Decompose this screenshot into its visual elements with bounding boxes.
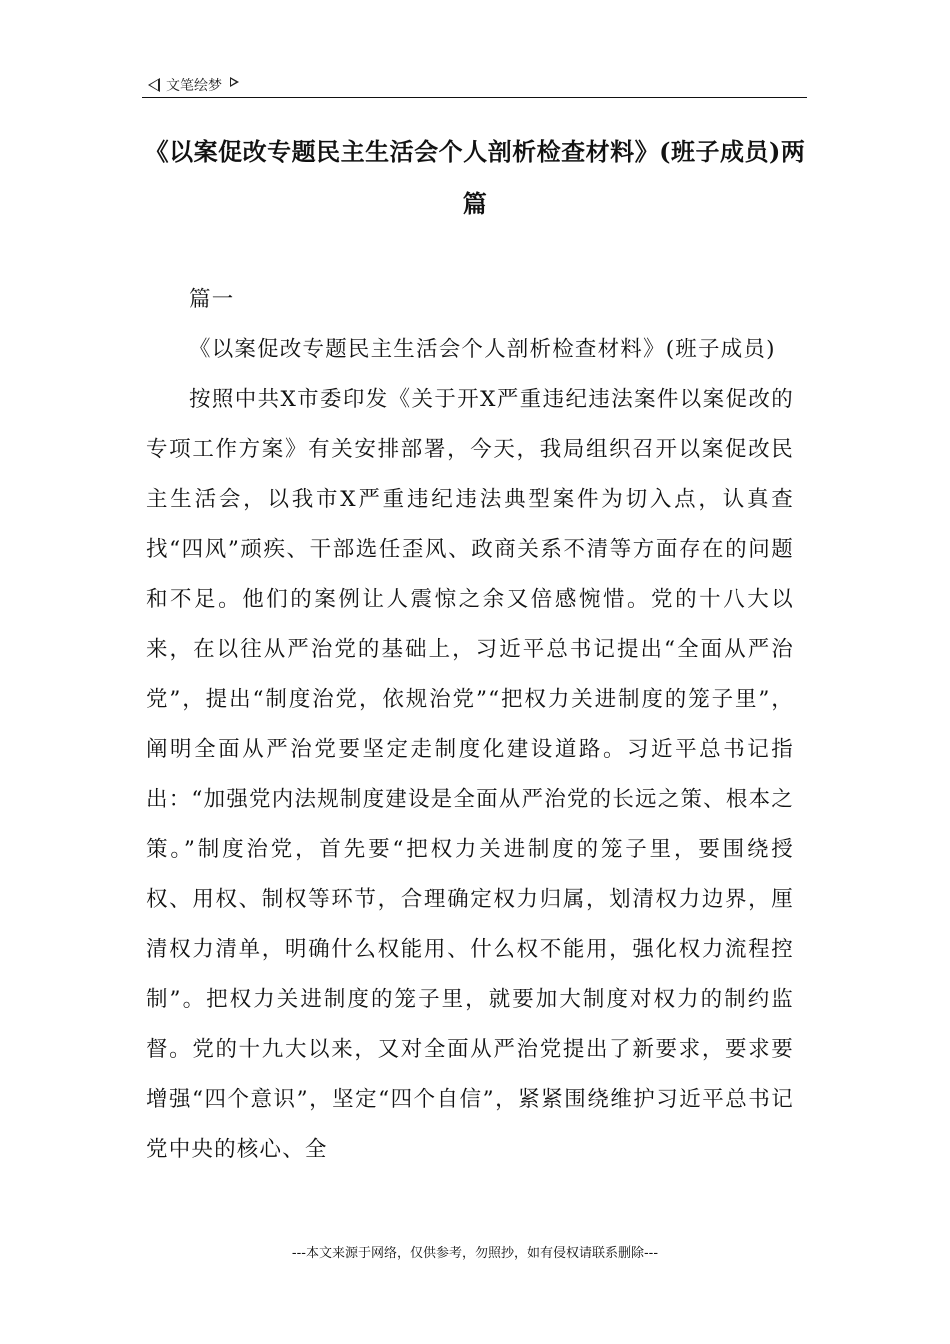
document-title: 《以案促改专题民主生活会个人剖析检查材料》(班子成员)两篇: [144, 137, 806, 218]
section-subtitle: 《以案促改专题民主生活会个人剖析检查材料》(班子成员): [189, 337, 776, 362]
page-header: [148, 74, 239, 96]
section-label: 篇一: [189, 287, 235, 312]
document-body: [146, 275, 794, 1175]
triangle-left-icon: [148, 78, 160, 92]
footer-disclaimer: ---本文来源于网络，仅供参考，勿照抄，如有侵权请联系删除---: [291, 1246, 659, 1261]
body-paragraph: 按照中共X市委印发《关于开X严重违纪违法案件以案促改的专项工作方案》有关安排部署，今天，我局组织召开以案促改民主生活会，以我市X严重违纪违法典型案件为切入点，认真查找“四风”顽疾、干部选任歪风、政商关系不清等方面存在的问题和不足。他们的案例让人震惊之余又倍感惋惜。党的十八大以来，在以往从严治党的基础上，习近平总书记提出“全面从严治党”，提出“制度治党，依规治党”“把权力关进制度的笼子里”，阐明全面从严治党要坚定走制度化建设道路。习近平总书记指出：“加强党内法规制度建设是全面从严治党的长远之策、根本之策。”制度治党，首先要“把权力关进制度的笼子里，要围绕授权、用权、制权等环节，合理确定权力归属，划清权力边界，厘清权力清单，明确什么权能用、什么权不能用，强化权力流程控制”。把权力关进制度的笼子里，就要加大制度对权力的制约监督。党的十九大以来，又对全面从严治党提出了新要求，要求要增强“四个意识”，坚定“四个自信”，紧紧围绕维护习近平总书记党中央的核心、全: [146, 387, 794, 1162]
triangle-right-icon: [230, 77, 239, 87]
header-divider: [142, 97, 807, 98]
header-brand: 文笔绘梦: [166, 78, 222, 94]
